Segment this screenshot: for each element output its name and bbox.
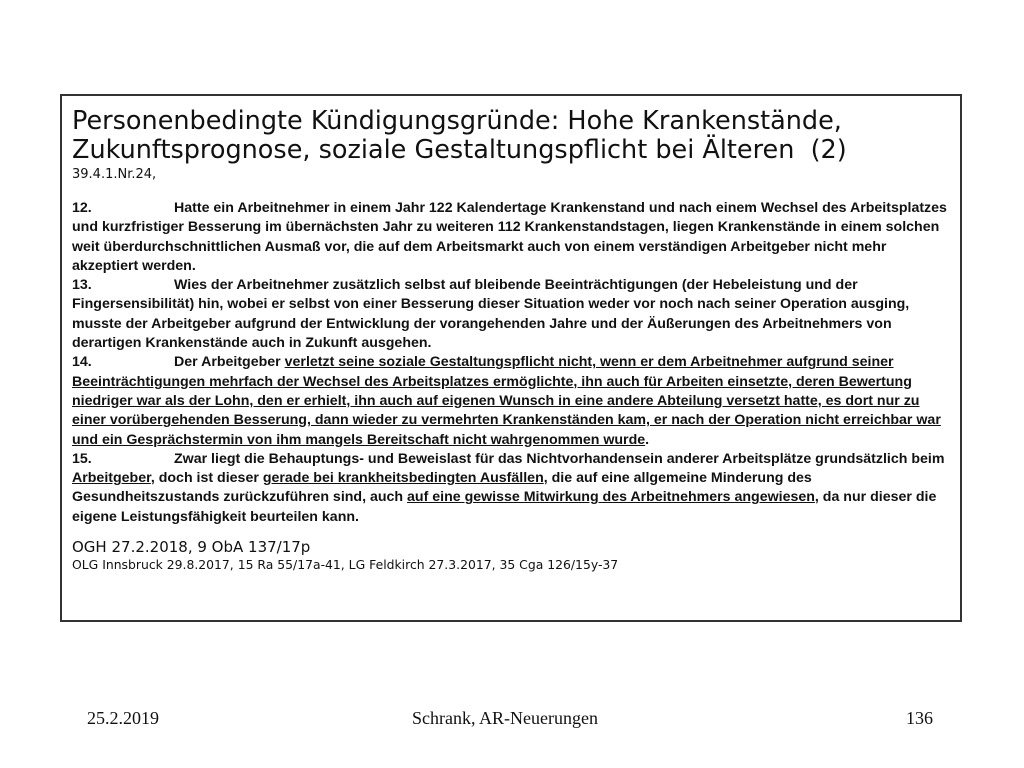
ogh-citation: OGH 27.2.2018, 9 ObA 137/17p <box>72 538 311 557</box>
paragraph-text: , die auf eine allgemeine Minderung des Gesundheitszustands zurückzuführen sind, auch <box>72 470 812 506</box>
paragraph-text: , doch ist dieser <box>150 470 263 487</box>
olg-citation: OLG Innsbruck 29.8.2017, 15 Ra 55/17a-41, LG Feldkirch 27.3.2017, 35 Cga 126/15y-37 <box>72 557 619 573</box>
paragraph-13 <box>72 276 950 353</box>
paragraph-15 <box>72 450 950 527</box>
footer-date: 25.2.2019 <box>87 708 159 728</box>
title-line-2: Zukunftsprognose, soziale Gestaltungspflicht bei Älteren (2) <box>72 135 847 165</box>
judgment-text <box>72 199 950 527</box>
paragraph-number: 12. <box>72 200 92 216</box>
content-box <box>60 94 962 622</box>
paragraph-text: , da nur dieser die eigene Leistungsfähigkeit beurteilen kann. <box>72 489 937 525</box>
paragraph-12 <box>72 199 950 276</box>
paragraph-text: Der Arbeitgeber <box>174 354 285 371</box>
title-line-1: Personenbedingte Kündigungsgründe: Hohe Krankenstände, <box>72 106 842 136</box>
reference-number: 39.4.1.Nr.24, <box>72 167 157 182</box>
underlined-text: auf eine gewisse Mitwirkung des Arbeitnehmers angewiesen <box>407 489 815 506</box>
underlined-text: verletzt seine soziale Gestaltungspflicht nicht, wenn er dem Arbeitnehmer aufgrund seiner Beeinträchtigungen mehrfach der Wechsel des Arbeitsplatzes ermöglichte, ihn auch für Arbeiten einsetzte, deren Bewertung niedriger war als der Lohn, den er erhielt, ihn auch auf eigenen Wunsch in eine andere Abteilung versetzt hatte, es dort nur zu einer vorübergehenden Besserung, dann wieder zu vermehrten Krankenständen kam, er nach der Operation nicht erreichbar war und ein Gesprächstermin von ihm mangels Bereitschaft nicht wahrgenommen wurde <box>72 354 941 448</box>
paragraph-text: Hatte ein Arbeitnehmer in einem Jahr 122 Kalendertage Krankenstand und nach einem Wechsel des Arbeitsplatzes und kurzfristiger Besserung im übernächsten Jahr zu weiteren 112 Krankenstandstagen, liegen Krankenstände in einem solchen weit überdurchschnittlichen Ausmaß vor, die auf dem Arbeitsmarkt auch von einem verständigen Arbeitgeber nicht mehr akzeptiert werden. <box>72 200 947 274</box>
footer-title: Schrank, AR-Neuerungen <box>412 708 598 728</box>
underlined-text: gerade bei krankheitsbedingten Ausfällen <box>262 470 544 487</box>
paragraph-text: Wies der Arbeitnehmer zusätzlich selbst auf bleibende Beeinträchtigungen (der Hebeleistung und der Fingersensibilität) hin, wobei er selbst von einer Besserung dieser Situation weder vor noch nach seiner Operation ausging, musste der Arbeitgeber aufgrund der Entwicklung der vorangehenden Jahre und der Äußerungen des Arbeitnehmers von derartigen Krankenstände auch in Zukunft ausgehen. <box>72 277 910 352</box>
underlined-text: Arbeitgeber <box>72 470 151 487</box>
footer-page-number: 136 <box>906 708 933 728</box>
paragraph-14 <box>72 353 950 449</box>
paragraph-text: . <box>645 431 650 448</box>
paragraph-number: 14. <box>72 354 92 371</box>
paragraph-number: 15. <box>72 450 92 467</box>
slide-title <box>72 107 950 165</box>
paragraph-text: Zwar liegt die Behauptungs- und Beweislast für das Nichtvorhandensein anderer Arbeitsplätze grundsätzlich beim <box>174 450 945 467</box>
paragraph-number: 13. <box>72 277 92 294</box>
